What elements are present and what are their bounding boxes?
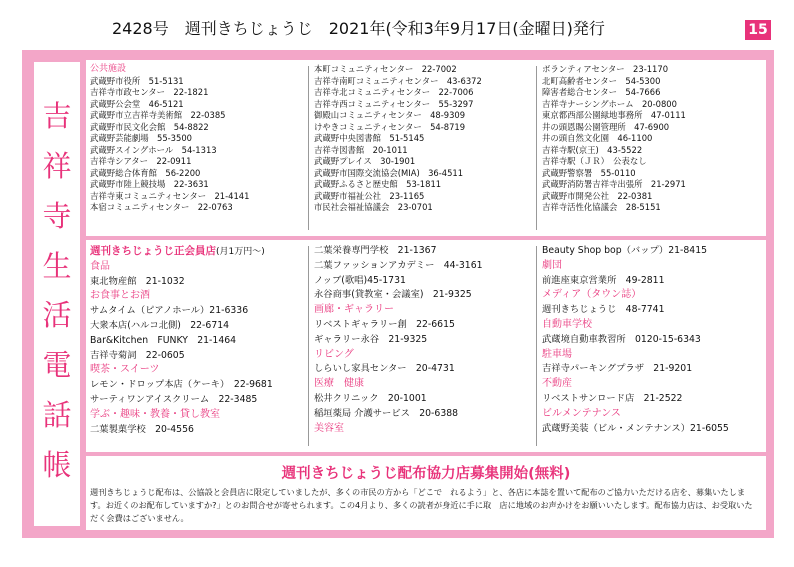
column-divider <box>536 246 537 446</box>
listing-entry <box>90 304 273 319</box>
listing-text: 武蔵野市陸上競技場 22-3631 <box>90 179 209 189</box>
public-column-3 <box>542 64 686 214</box>
listing-entry <box>542 362 729 377</box>
listing-entry <box>542 179 686 191</box>
title-char: 寺 <box>42 198 72 233</box>
listing-text: 吉祥寺南町コミュニティセンター 43-6372 <box>314 75 482 86</box>
listing-text: 武蔵野市民文化会館 54-8822 <box>90 121 209 132</box>
listing-entry <box>314 122 482 134</box>
listing-text: ノッブ(歌唱)45-1731 <box>314 274 406 286</box>
listing-entry <box>542 168 686 180</box>
notice-title: 週刊きちじょうじ配布協力店募集開始(無料) <box>281 466 571 482</box>
title-char: 話 <box>42 398 72 433</box>
listing-entry <box>314 362 483 377</box>
category-heading <box>542 377 729 392</box>
listing-text: リベストサンロード店 21-2522 <box>542 392 683 404</box>
category-heading <box>90 408 273 423</box>
listing-text: 東北物産館 21-1032 <box>90 275 185 287</box>
listing-text: 障害者総合センター 54-7666 <box>542 87 661 97</box>
listing-text: 東京都西部公園緑地事務所 47-0111 <box>542 110 686 120</box>
listing-entry <box>314 168 482 180</box>
listing-entry <box>542 422 729 437</box>
listing-text: 劇団 <box>542 259 562 271</box>
listing-entry <box>314 191 482 203</box>
listing-entry <box>314 110 482 122</box>
listing-entry <box>542 303 729 318</box>
listing-entry <box>90 87 249 99</box>
listing-text: 美容室 <box>314 422 344 434</box>
listing-entry <box>314 274 483 289</box>
listing-text: ビルメンテナンス <box>542 407 621 419</box>
category-heading <box>90 363 273 378</box>
category-heading <box>542 318 729 333</box>
listing-text: けやきコミュニティセンター 54-8719 <box>314 121 466 132</box>
listing-text: お食事とお酒 <box>90 290 150 302</box>
listing-entry <box>90 378 273 393</box>
listing-text: 市民社会福祉協議会 23-0701 <box>314 202 433 212</box>
listing-entry <box>542 99 686 111</box>
listing-text: Bar&Kitchen FUNKY 21-1464 <box>90 334 237 346</box>
listing-entry <box>314 156 482 168</box>
listing-entry <box>90 423 273 438</box>
listing-entry <box>90 275 273 290</box>
listing-text: 自動車学校 <box>542 318 592 330</box>
listing-text: 武蔵野消防署吉祥寺出張所 21-2971 <box>542 179 686 189</box>
listing-entry <box>314 288 483 303</box>
listing-entry <box>90 76 249 88</box>
listing-entry <box>314 244 483 259</box>
listing-text: 吉祥寺駅（ＪＲ） 公表なし <box>542 156 647 166</box>
listing-text: 二葉栄養専門学校 21-1367 <box>314 245 437 256</box>
listing-entry <box>542 133 686 145</box>
listing-entry <box>314 392 483 407</box>
listing-text: しらいし家具センター 20-4731 <box>314 363 455 375</box>
category-heading <box>542 407 729 422</box>
category-heading <box>314 303 483 318</box>
listing-text: 御殿山コミュニティセンター 48-9309 <box>314 110 466 120</box>
listing-text: 画廊・ギャラリー <box>314 304 394 316</box>
listing-text: 二葉製菓学校 20-4556 <box>90 423 194 435</box>
listing-entry <box>542 64 686 76</box>
listing-text: 二葉ファッションアカデミー 44-3161 <box>314 259 483 271</box>
listing-entry <box>542 76 686 88</box>
listing-text: 吉祥寺北コミュニティセンター 22-7006 <box>314 87 474 97</box>
listing-text: 吉祥寺図書館 20-1011 <box>314 144 408 155</box>
listing-text: 週刊きちじょうじ正会員店 <box>90 245 216 257</box>
listing-entry <box>90 191 249 203</box>
listing-entry <box>542 274 729 289</box>
listing-entry <box>314 76 482 88</box>
title-char: 生 <box>42 248 72 283</box>
listing-entry <box>314 333 483 348</box>
member-stores-heading <box>90 244 273 260</box>
listing-entry <box>314 99 482 111</box>
listing-text: 武蔵野市国際交流協会(MIA) 36-4511 <box>314 167 464 178</box>
column-divider <box>308 66 309 230</box>
listing-text: 北町高齢者センター 54-5300 <box>542 75 661 86</box>
listing-text: 武蔵野スイングホール 54-1313 <box>90 144 217 155</box>
category-heading <box>90 289 273 304</box>
listing-entry <box>90 349 273 364</box>
listing-text: 武蔵野ふるさと歴史館 53-1811 <box>314 179 442 189</box>
listing-entry <box>542 156 686 168</box>
listing-text: 前進座東京営業所 49-2811 <box>542 274 665 286</box>
listing-text: サーティワンアイスクリーム 22-3485 <box>90 393 258 405</box>
listing-text: 武蔵野市役所 51-5131 <box>90 75 184 86</box>
title-char: 帳 <box>42 447 72 482</box>
listing-text: 井の頭恩賜公園管理所 47-6900 <box>542 121 670 132</box>
category-heading <box>542 259 729 274</box>
listing-text: Beauty Shop bop（バップ）21-8415 <box>542 245 708 256</box>
listing-text: 吉祥寺シアター 22-0911 <box>90 156 192 166</box>
listing-text: 吉祥寺西コミュニティセンター 55-3297 <box>314 98 474 109</box>
listing-text: 吉祥寺東コミュニティセンター 21-4141 <box>90 190 250 201</box>
listing-text: 吉祥寺市政センター 22-1821 <box>90 87 209 97</box>
listing-entry <box>542 122 686 134</box>
public-column-2 <box>314 64 482 214</box>
listing-entry <box>314 87 482 99</box>
title-char: 活 <box>42 298 72 333</box>
listing-entry <box>542 110 686 122</box>
directory-column-1 <box>90 244 273 437</box>
category-heading <box>90 260 273 275</box>
vertical-title <box>34 62 80 526</box>
listing-text: 喫茶・スイーツ <box>90 364 160 376</box>
category-heading <box>314 422 483 437</box>
listing-entry <box>314 179 482 191</box>
listing-text: レモン・ドロップ本店（ケーキ） 22-9681 <box>90 379 273 391</box>
listing-text: 武蔵野中央図書館 51-5145 <box>314 133 425 143</box>
issue-line: 2428号 週刊きちじょうじ 2021年(令和3年9月17日(金曜日)発行 <box>112 19 605 38</box>
listing-entry <box>90 202 249 214</box>
listing-text: 週刊きちじょうじ 48-7741 <box>542 304 665 316</box>
listing-entry <box>542 333 729 348</box>
listing-text: 武蔵野警察署 55-0110 <box>542 167 636 178</box>
listing-entry <box>90 393 273 408</box>
listing-text: ボランティアセンター 23-1170 <box>542 64 669 74</box>
listing-text: 本町コミュニティセンター 22-7002 <box>314 64 457 74</box>
listing-text: 松井クリニック 20-1001 <box>314 392 427 404</box>
listing-text: 吉祥寺菊詞 22-0605 <box>90 349 185 361</box>
title-char: 祥 <box>42 148 72 183</box>
column-divider <box>308 246 309 446</box>
page-number-badge: 15 <box>745 20 771 40</box>
title-char: 吉 <box>42 99 72 133</box>
listing-entry <box>542 202 686 214</box>
membership-fee-note: (月1万円〜) <box>216 247 265 257</box>
category-heading <box>314 348 483 363</box>
listing-entry <box>542 244 729 259</box>
category-heading <box>542 288 729 303</box>
listing-text: 武蔵野公会堂 46-5121 <box>90 98 184 109</box>
header <box>0 0 794 48</box>
listing-entry <box>90 99 249 111</box>
listing-text: 武蔵野プレイス 30-1901 <box>314 156 416 166</box>
listing-entry <box>542 191 686 203</box>
listing-entry <box>314 133 482 145</box>
notice-body: 週刊きちじょうじ配布は、公協設と会員店に限定していましたが、多くの市民の方から「どこで れるよう」と、各店に本誌を置いて配布のご協力いただける店を、募集いたします。お近くのお配布していますか?」とのお問合せが寄せられます。この4月より、多くの読者が身近に手に取 店に地域のお声かけをお願いいたします。配布協力店は、お受取いただく会費はございません。 <box>90 487 753 523</box>
listing-text: 武蔵野総合体育館 56-2200 <box>90 167 201 178</box>
listing-entry <box>314 407 483 422</box>
listing-text: ギャラリー永谷 21-9325 <box>314 333 428 345</box>
listing-entry <box>314 64 482 76</box>
notice-panel <box>86 456 766 530</box>
listing-entry <box>90 122 249 134</box>
listing-entry <box>90 110 249 122</box>
listing-text: 医療 健康 <box>314 378 364 390</box>
public-facilities-panel <box>86 60 766 236</box>
listing-text: リベストギャラリー創 22-6615 <box>314 318 455 330</box>
listing-entry <box>542 87 686 99</box>
listing-text: 駐車場 <box>542 348 572 360</box>
listing-text: 武蔵野美装（ビル・メンテナンス）21-6055 <box>542 422 729 434</box>
listing-entry <box>90 319 273 334</box>
listing-text: リビング <box>314 348 354 360</box>
directory-panel <box>86 240 766 452</box>
listing-entry <box>314 145 482 157</box>
listing-entry <box>314 259 483 274</box>
listing-text: 永谷商事(貸教室・会議室) 21-9325 <box>314 289 472 301</box>
listing-text: 不動産 <box>542 378 572 390</box>
public-column-1 <box>90 64 249 214</box>
column-divider <box>536 66 537 230</box>
category-heading <box>90 64 249 76</box>
directory-column-3 <box>542 244 729 436</box>
listing-text: 公共施設 <box>90 64 127 74</box>
listing-entry <box>90 133 249 145</box>
listing-text: 稲垣薬局 介護サービス 20-6388 <box>314 407 459 419</box>
listing-text: 学ぶ・趣味・教養・貸し教室 <box>90 408 220 420</box>
listing-text: 吉祥寺駅(京王) 43-5522 <box>542 144 643 155</box>
category-heading <box>314 377 483 392</box>
listing-text: 武蔵境自動車教習所 0120-15-6343 <box>542 333 701 345</box>
title-char: 電 <box>42 348 72 383</box>
directory-column-2 <box>314 244 483 436</box>
listing-entry <box>90 179 249 191</box>
listing-entry <box>90 156 249 168</box>
listing-entry <box>542 392 729 407</box>
listing-text: 吉祥寺ナーシングホーム 20-0800 <box>542 98 677 109</box>
listing-text: 食品 <box>90 260 110 272</box>
listing-text: 本宿コミュニティセンター 22-0763 <box>90 202 233 212</box>
listing-text: 武蔵野市立吉祥寺美術館 22-0385 <box>90 110 226 120</box>
listing-entry <box>314 202 482 214</box>
listing-entry <box>90 334 273 349</box>
listing-text: 武蔵野市開発公社 22-0381 <box>542 190 653 201</box>
listing-entry <box>314 318 483 333</box>
listing-text: 井の頭自然文化園 46-1100 <box>542 133 653 143</box>
listing-text: 吉祥寺パーキングプラザ 21-9201 <box>542 363 693 375</box>
listing-text: 武蔵野芸能劇場 55-3500 <box>90 133 192 143</box>
listing-text: 大衆本店(ハルコ北側) 22-6714 <box>90 319 230 331</box>
listing-entry <box>90 145 249 157</box>
listing-text: サムタイム（ピアノホール）21-6336 <box>90 305 249 317</box>
listing-text: 吉祥寺活性化協議会 28-5151 <box>542 202 661 212</box>
listing-text: 武蔵野市福祉公社 23-1165 <box>314 190 425 201</box>
listing-entry <box>90 168 249 180</box>
listing-entry <box>542 145 686 157</box>
listing-text: メディア（タウン誌） <box>542 289 642 301</box>
category-heading <box>542 348 729 363</box>
